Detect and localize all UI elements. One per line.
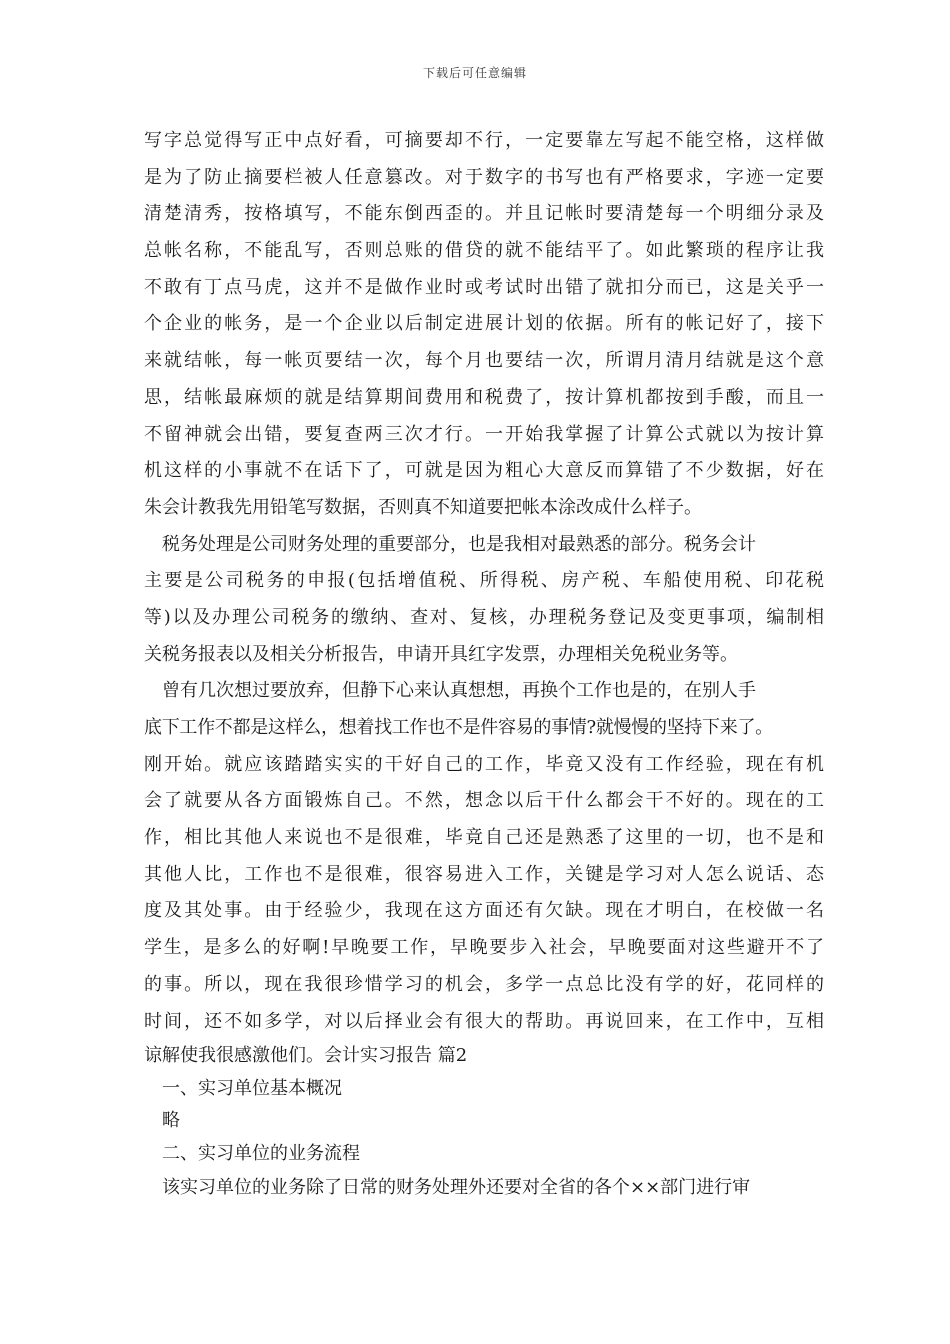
text-line: 朱会计教我先用铅笔写数据，否则真不知道要把帐本涂改成什么样子。 (144, 496, 702, 518)
text-line: 刚开始。就应该踏踏实实的干好自己的工作，毕竟又没有工作经验，现在有机 (144, 753, 824, 775)
text-line: 作，相比其他人来说也不是很难，毕竟自己还是熟悉了这里的一切，也不是和 (144, 827, 824, 849)
section-heading: 二、实习单位的业务流程 (162, 1142, 360, 1164)
text-line: 的事。所以，现在我很珍惜学习的机会，多学一点总比没有学的好，花同样的 (144, 973, 824, 995)
text-line: 来就结帐，每一帐页要结一次，每个月也要结一次，所谓月清月结就是这个意 (144, 350, 824, 372)
text-line: 总帐名称，不能乱写，否则总账的借贷的就不能结平了。如此繁琐的程序让我 (144, 240, 824, 262)
text-line: 谅解使我很感激他们。会计实习报告 篇2 (144, 1045, 468, 1067)
text-line: 思，结帐最麻烦的就是结算期间费用和税费了，按计算机都按到手酸，而且一 (144, 386, 824, 408)
text-line: 度及其处事。由于经验少，我现在这方面还有欠缺。现在才明白，在校做一名 (144, 900, 824, 922)
document-body (144, 123, 824, 1207)
text-line: 个企业的帐务，是一个企业以后制定进展计划的依据。所有的帐记好了，接下 (144, 313, 824, 335)
text-line: 是为了防止摘要栏被人任意篡改。对于数字的书写也有严格要求，字迹一定要 (144, 166, 824, 188)
paragraph-first-line: 税务处理是公司财务处理的重要部分，也是我相对最熟悉的部分。税务会计 (162, 533, 756, 555)
text-line: 写字总觉得写正中点好看，可摘要却不行，一定要靠左写起不能空格，这样做 (144, 130, 824, 151)
paragraph-first-line: 该实习单位的业务除了日常的财务处理外还要对全省的各个××部门进行审 (162, 1177, 751, 1199)
text-line: 底下工作不都是这样么，想着找工作也不是件容易的事情?就慢慢的坚持下来了。 (144, 717, 773, 738)
text-line: 不留神就会出错，要复查两三次才行。一开始我掌握了计算公式就以为按计算 (144, 423, 824, 445)
text-line: 略 (162, 1110, 180, 1132)
section-heading: 一、实习单位基本概况 (162, 1077, 342, 1099)
page-header: 下载后可任意编辑 (422, 66, 527, 80)
text-line: 主要是公司税务的申报(包括增值税、所得税、房产税、车船使用税、印花税 (144, 570, 824, 592)
text-line: 等)以及办理公司税务的缴纳、查对、复核，办理税务登记及变更事项，编制相 (144, 606, 824, 628)
text-line: 会了就要从各方面锻炼自己。不然，想念以后干什么都会干不好的。现在的工 (144, 790, 824, 812)
text-line: 时间，还不如多学，对以后择业会有很大的帮助。再说回来，在工作中，互相 (144, 1010, 824, 1032)
text-line: 关税务报表以及相关分析报告，申请开具红字发票，办理相关免税业务等。 (144, 643, 738, 665)
text-line: 机这样的小事就不在话下了，可就是因为粗心大意反而算错了不少数据，好在 (144, 460, 824, 482)
text-line: 其他人比，工作也不是很难，很容易进入工作，关键是学习对人怎么说话、态 (144, 863, 824, 885)
text-line: 不敢有丁点马虎，这并不是做作业时或考试时出错了就扣分而已，这是关乎一 (144, 276, 824, 298)
paragraph-first-line: 曾有几次想过要放弃，但静下心来认真想想，再换个工作也是的，在别人手 (162, 680, 756, 702)
text-line: 清楚清秀，按格填写，不能东倒西歪的。并且记帐时要清楚每一个明细分录及 (144, 203, 824, 225)
text-line: 学生，是多么的好啊!早晚要工作，早晚要步入社会，早晚要面对这些避开不了 (144, 937, 824, 959)
